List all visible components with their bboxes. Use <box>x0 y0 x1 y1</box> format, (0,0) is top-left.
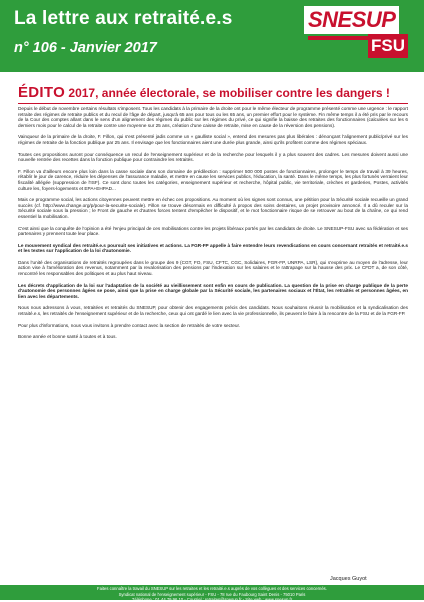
paragraph: F. Fillon va d'ailleurs encore plus loin dans la casse sociale dans son domaine de prédilection : supprimer 500 000 postes de fonctionnaires, prolonger le temps de travail à 39 heures, rétablir le jour de carence, réduire les dépenses de l'assurance maladie, et mettre en cause les services publics, l'éducation, la santé. Dans le même temps, les plus fortunés verraient leur fiscalité allégée (suppression de l'ISF). Ce sont donc toutes les catégories, enseignement supérieur et recherche, hôpital public, vie territoriale, crèches et garderies, Postes, activités culture les, foyers-logements et EPA+EHPAD... <box>18 168 408 191</box>
paragraph: C'est ainsi que la conquête de l'opinion a été l'enjeu principal de ces mobilisations contre les projets libéraux portés par les candidats de droite. Le SNESUP-FSU avec sa fédération et ses partenaires y prennent toute leur place. <box>18 225 408 237</box>
footer-line-1: Faites connaître la travail du SNESUP sur les retraites et les retraité.e.s auprès de vos collègues et des services concernés. <box>97 586 327 591</box>
issue-number: n° 106 - Janvier 2017 <box>14 40 157 56</box>
edito-label: ÉDITO <box>18 84 66 101</box>
edito-heading <box>18 84 408 101</box>
logo-fsu-text: FSU <box>368 34 408 58</box>
paragraph: Depuis le début de novembre certains résultats s'imposent. Tous les candidats à la primaire de la droite ont pour le même électeur de programme présenté comme une urgence : le rapport retraite des régimes de retraite publics et du recul de l'âge de départ, jusqu'à 65 ans pour tous ou les 65 ans, un premier effort pour le système. Fin même temps il a été pris par le recours de la Cour des comptes allant dans le sens d'un alignement des régimes du public sur les régimes du privé, ce qui signifie la baisse des retraites des fonctionnaires (calculées sur les 6 derniers mois pour le calcul de la retraite contre une moyenne sur 25 ans, création d'une caisse de retraite, mise en cause de la réversion des pensions). <box>18 106 408 128</box>
snesup-fsu-logo <box>304 6 416 64</box>
footer-contact-line[interactable]: Téléphone : 01.44.79.96.10 - Courriel : retraites@snesup.fr - Site web : www.snesup.fr <box>131 597 293 602</box>
paragraph: Vainqueur de la primaire de la droite, F. Fillon, qui s'est présenté jadis comme un « gaulliste social », entend des mesures pas plus libérales : dénonçant l'alignement public/privé sur les régimes de retraite de la fonction publique par 25 ans. Il envisage que les fonctionnaires aient une durée plus grande, ainsi qu'ils profitent comme des régimes spéciaux. <box>18 134 408 145</box>
paragraph-bold: Les décrets d'application de la loi sur l'adaptation de la société au vieillissement sont enfin en cours de publication. La question de la prise en charge publique de la perte d'autonomie des personnes âgées se pose, ainsi que la prise en charge globale par la Sécurité sociale, les partenaires sociaux et l'État, les retraités et personnes âgées, en lien avec les départements. <box>18 282 408 299</box>
edito-divider <box>18 103 408 104</box>
paragraph: Nous nous adressons à vous, retraitées et retraités du SNESUP, pour obtenir des engagements précis des candidats. Nous souhaitons réussir la mobilisation et la syndicalisation des retraité.e.s, les retraités de l'enseignement supérieur et de la recherche, ceux qui ont gardé le lien avec la vie professionnelle, ils peuvent le faire à la rencontre de la FSU et de la FGR-FP. <box>18 305 408 317</box>
paragraph: Toutes ces propositions auront pour conséquence un recul de l'enseignement supérieur et de la recherche pour lesquels il y a plus souvent des cadres. Les mesures doivent aussi une nouvelle rentrée des recettes dans la fonction publique pour contraindre les retraités. <box>18 151 408 163</box>
paragraph: Mais ce programme social, les actions citoyennes peuvent mettre en échec ces propositions. Au moment où les signes sont connus, une pétition pour la Sécurité sociale recueille un grand succès (cf. http://www.change.org/p/pour-la-securite-sociale). Fillon se trouve désormais en difficulté à propos des soins dentaires, un projet provisoire annoncé. Il a dû reculer sur la Sécurité sociale sous la pression ; le Front de gauche et d'autres forces tentent d'empêcher le dispositif, et le mot fonctionnaire risque de se retrouver au bout de la chaîne, ce qui rend essentiel la mobilisation. <box>18 197 408 219</box>
paragraph: Dans l'unité des organisations de retraités regroupées dans le groupe des 9 (CGT, FO, FSU, CFTC, CGC, Solidaires, FGR-FP, UNRPA, LSR), qui s'exprime au moyen de l'adresse, leur action vise à l'amélioration des revenus, notamment par la revalorisation des pensions par l'indexation sur les salaires et le rattrapage sur la hausse des prix. Le CFDT a, de son côté, rencontré les responsables des politiques et au plus haut niveau. <box>18 259 408 277</box>
signature: Jacques Guyot <box>330 576 367 582</box>
article-body <box>18 106 408 346</box>
footer-line-2: Syndicat national de l'enseignement supérieur - FSU - 78 rue du Faubourg Saint Denis - 75010 Paris <box>118 592 306 597</box>
logo-snesup-text: SNESUP <box>304 6 399 34</box>
logo-bar <box>308 36 368 40</box>
edito-headline: 2017, année électorale, se mobiliser contre les dangers ! <box>65 86 390 100</box>
paragraph: Pour plus d'informations, nous vous invitons à prendre contact avec la section de retraités de votre secteur. <box>18 322 241 328</box>
paragraph-bold: Le mouvement syndical des retraité.e.s poursuit ses initiatives et actions. La FGR-FP appelle à faire entendre leurs revendications en cours concernant retraités et retraité.e.s et les textes sur l'application de la loi d'autonomie. <box>18 242 408 254</box>
newsletter-title: La lettre aux retraité.e.s <box>14 8 233 29</box>
paragraph: Bonne année et bonne santé à toutes et à tous. <box>18 334 117 340</box>
